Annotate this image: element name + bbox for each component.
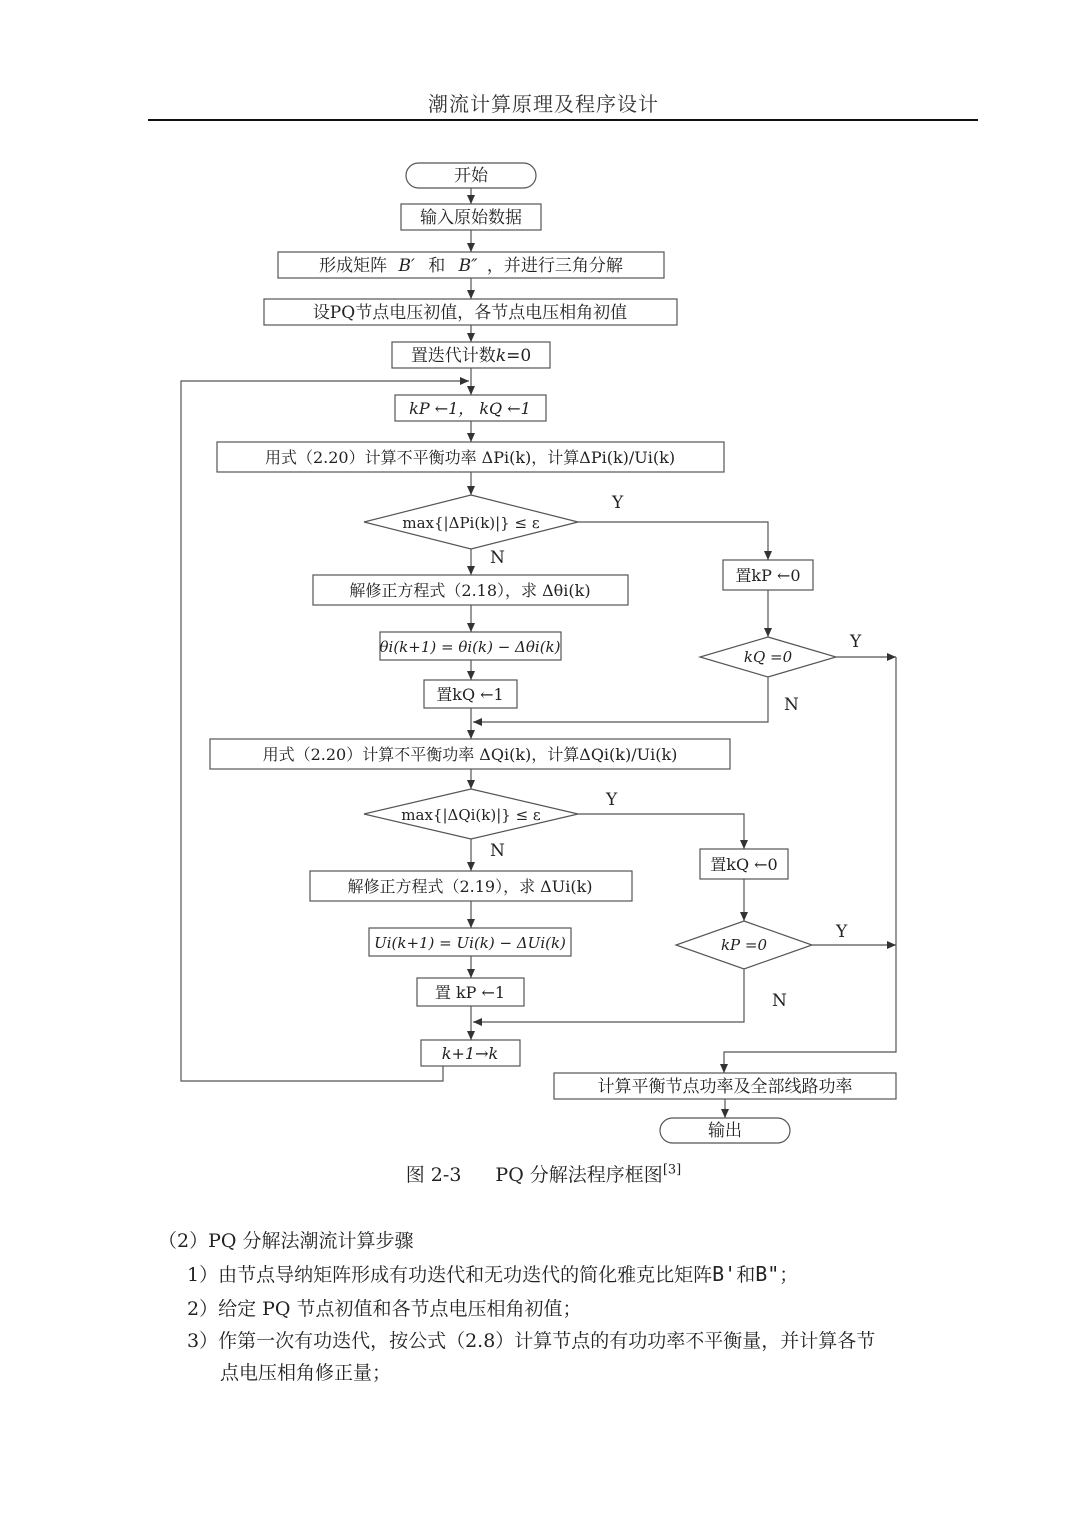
svg-text:形成矩阵 B′ 和 B″ <box>319 256 623 276</box>
cond-p-yes-label: Y <box>612 493 624 513</box>
node-update-u-label: Ui(k+1) = Ui(k) − ΔUi(k) <box>374 934 566 952</box>
cond-p-no-label: N <box>490 548 505 568</box>
node-calc-p <box>217 442 724 472</box>
node-set-kq0-label: 置kQ ←0 <box>710 855 778 874</box>
decision-kq0 <box>700 637 836 677</box>
node-solve-u-label: 解修正方程式（2.19），求 ΔUi(k) <box>347 877 593 896</box>
figure-caption-ref: [3] <box>662 1162 682 1178</box>
step-1-and: 和 <box>736 1264 756 1286</box>
decision-cond-p-label: max{|ΔPi(k)|} ≤ ε <box>402 514 540 532</box>
step-2: 2）给定 PQ 节点初值和各节点电压相角初值； <box>187 1298 582 1320</box>
matrix-b-double-prime: B″ <box>458 256 478 276</box>
step-1-end: ； <box>779 1264 799 1286</box>
decision-cond-q <box>364 789 578 839</box>
step-1-b-double-prime: B" <box>755 1262 780 1286</box>
node-set-kp0 <box>723 560 813 590</box>
set-iter-pre: 置迭代计数 <box>410 346 496 366</box>
svg-text:置迭代计数k=0 <box>411 346 531 366</box>
cond-q-no-label: N <box>490 841 505 861</box>
matrix-b-prime: B′ <box>398 256 415 276</box>
kp0-yes-label: Y <box>836 922 848 942</box>
node-calc-balance-label: 计算平衡节点功率及全部线路功率 <box>597 1077 853 1097</box>
page-header-title: 潮流计算原理及程序设计 <box>428 92 659 116</box>
kq0-yes-label: Y <box>850 632 862 652</box>
kp0-no-label: N <box>772 991 787 1011</box>
node-start <box>406 163 536 188</box>
node-update-u <box>369 928 571 956</box>
node-solve-theta <box>313 575 628 605</box>
node-set-iter <box>392 342 550 368</box>
step-1 <box>187 1260 798 1287</box>
node-input-label: 输入原始数据 <box>420 208 522 228</box>
decision-kp0-label: kP =0 <box>720 936 768 954</box>
node-calc-balance <box>554 1073 896 1099</box>
step-1-b-prime: B' <box>712 1262 737 1286</box>
node-init-values <box>264 299 677 325</box>
node-start-label: 开始 <box>454 166 488 186</box>
section-heading: （2）PQ 分解法潮流计算步骤 <box>158 1230 414 1252</box>
decision-kq0-label: kQ =0 <box>743 648 793 666</box>
node-output <box>660 1118 790 1143</box>
node-input <box>401 204 541 230</box>
node-incr-k <box>421 1040 520 1066</box>
node-set-kp1 <box>417 978 524 1006</box>
node-init-values-label: 设PQ节点电压初值，各节点电压相角初值 <box>312 303 628 323</box>
form-matrix-pre: 形成矩阵 <box>319 256 388 276</box>
node-solve-theta-label: 解修正方程式（2.18），求 Δθi(k) <box>349 581 591 600</box>
form-matrix-post: ，并进行三角分解 <box>486 256 623 276</box>
figure-caption-label: 图 2-3 <box>405 1164 462 1186</box>
node-update-theta-label: θi(k+1) = θi(k) − Δθi(k) <box>379 638 561 656</box>
node-calc-q <box>210 739 730 769</box>
loop-back-edge <box>181 381 469 1081</box>
step-3-line-1: 3）作第一次有功迭代，按公式（2.8）计算节点的有功功率不平衡量，并计算各节 <box>187 1330 876 1352</box>
set-iter-var: k <box>495 346 507 366</box>
set-iter-post: =0 <box>506 346 532 366</box>
figure-caption-text: PQ 分解法程序框图 <box>495 1164 663 1186</box>
figure-caption <box>0 1160 1087 1187</box>
node-set-kpkq-label: kP ←1， kQ ←1 <box>409 399 531 418</box>
node-incr-k-label: k+1→k <box>441 1044 499 1063</box>
node-calc-p-label: 用式（2.20）计算不平衡功率 ΔPi(k)，计算ΔPi(k)/Ui(k) <box>264 448 676 467</box>
node-set-kq1-label: 置kQ ←1 <box>436 685 504 704</box>
node-calc-q-label: 用式（2.20）计算不平衡功率 ΔQi(k)，计算ΔQi(k)/Ui(k) <box>262 745 678 764</box>
form-matrix-and: 和 <box>428 256 446 276</box>
node-form-matrix <box>278 252 664 278</box>
decision-cond-p <box>364 495 578 549</box>
node-set-kp1-label: 置 kP ←1 <box>434 983 506 1002</box>
decision-kp0 <box>676 921 812 969</box>
node-set-kpkq <box>395 395 546 421</box>
node-output-label: 输出 <box>708 1121 742 1141</box>
step-3-line-2: 点电压相角修正量； <box>220 1362 392 1384</box>
node-set-kp0-label: 置kP ←0 <box>735 566 801 585</box>
kq0-no-label: N <box>784 695 799 715</box>
node-solve-u <box>310 871 632 901</box>
step-1-text: 1）由节点导纳矩阵形成有功迭代和无功迭代的简化雅克比矩阵 <box>187 1264 713 1286</box>
node-set-kq1 <box>424 680 517 708</box>
decision-cond-q-label: max{|ΔQi(k)|} ≤ ε <box>401 806 541 824</box>
node-update-theta <box>379 632 561 660</box>
node-set-kq0 <box>700 849 788 879</box>
cond-q-yes-label: Y <box>606 790 618 810</box>
